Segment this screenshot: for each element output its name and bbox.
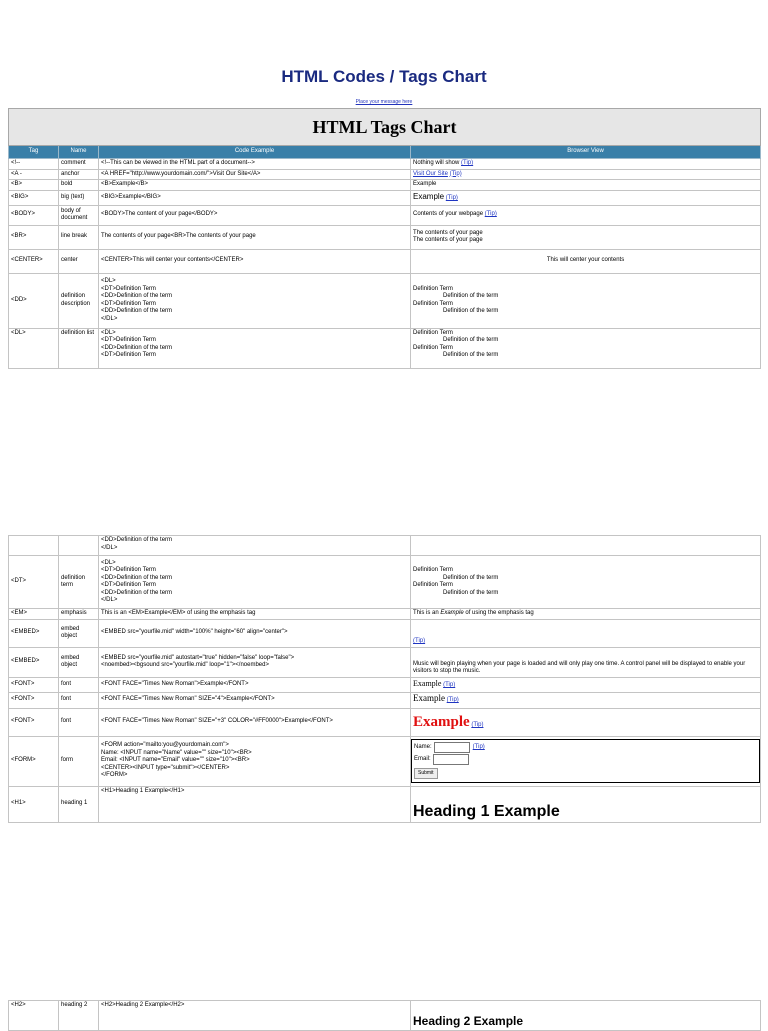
name-label: Name: xyxy=(414,744,432,750)
emphasis-example: Example xyxy=(440,610,464,616)
tag-cell: <FONT> xyxy=(9,692,59,708)
table-row xyxy=(9,190,761,205)
tag-cell: <FONT> xyxy=(9,708,59,736)
view-text: of using the emphasis tag xyxy=(463,610,534,616)
table-row xyxy=(9,169,761,180)
definition-term: Definition Term xyxy=(413,567,453,573)
view-cell xyxy=(411,677,761,692)
code-cell: <BIG>Example</BIG> xyxy=(99,190,411,205)
table-row xyxy=(9,692,761,708)
name-cell: font xyxy=(59,708,99,736)
name-cell: heading 1 xyxy=(59,786,99,822)
name-cell: font xyxy=(59,692,99,708)
view-cell xyxy=(411,708,761,736)
definition-term: Definition Term xyxy=(413,285,453,292)
name-row xyxy=(414,742,757,754)
tip-link[interactable]: (Tip) xyxy=(446,697,459,704)
view-cell xyxy=(411,692,761,708)
code-cell: <DL> <DT>Definition Term <DD>Definition of the term <DT>Definition Term <DD>Definition of the term </DL> xyxy=(99,273,411,328)
view-cell xyxy=(411,180,761,191)
code-cell: <!--This can be viewed in the HTML part of a document--> xyxy=(99,159,411,170)
view-cell xyxy=(411,169,761,180)
view-cell xyxy=(411,556,761,609)
definition-description: Definition of the term xyxy=(443,574,499,581)
column-header-tag: Tag xyxy=(9,146,59,159)
tags-chart-table-3 xyxy=(8,1000,761,1031)
column-header-view: Browser View xyxy=(411,146,761,159)
name-cell: comment xyxy=(59,159,99,170)
view-cell xyxy=(411,786,761,822)
view-cell xyxy=(411,159,761,170)
table-row xyxy=(9,328,761,368)
name-cell: line break xyxy=(59,225,99,249)
name-cell: heading 2 xyxy=(59,1001,99,1031)
tags-chart-table-1 xyxy=(8,108,761,369)
view-text: This is an xyxy=(413,610,441,616)
tags-chart-table-2 xyxy=(8,535,761,823)
view-cell xyxy=(411,736,761,786)
code-cell: <CENTER>This will center your contents</CENTER> xyxy=(99,249,411,273)
tag-cell: <H1> xyxy=(9,786,59,822)
table-row xyxy=(9,225,761,249)
tag-cell: <FONT> xyxy=(9,677,59,692)
page-title: HTML Codes / Tags Chart xyxy=(281,67,487,86)
table-row xyxy=(9,619,761,647)
tag-cell: <EMBED> xyxy=(9,619,59,647)
table-row xyxy=(9,708,761,736)
tip-link[interactable]: (Tip) xyxy=(443,681,456,688)
code-cell: <EMBED src="yourfile.mid" width="100%" height="60" align="center"> xyxy=(99,619,411,647)
name-cell: body of document xyxy=(59,205,99,225)
tip-link[interactable]: (Tip) xyxy=(461,160,474,166)
table-row xyxy=(9,677,761,692)
table-row xyxy=(9,1001,761,1031)
tag-cell xyxy=(9,536,59,556)
code-cell: The contents of your page<BR>The contents of your page xyxy=(99,225,411,249)
big-example: Example xyxy=(413,191,445,201)
submit-button[interactable]: Submit xyxy=(414,768,438,780)
tag-cell: <DT> xyxy=(9,556,59,609)
column-header-code: Code Example xyxy=(99,146,411,159)
table-row xyxy=(9,647,761,677)
name-cell xyxy=(59,536,99,556)
code-cell: This is an <EM>Example</EM> of using the emphasis tag xyxy=(99,609,411,620)
name-cell: definition list xyxy=(59,328,99,368)
table-row xyxy=(9,536,761,556)
tip-link[interactable]: (Tip) xyxy=(413,638,426,644)
table-caption: HTML Tags Chart xyxy=(9,109,761,146)
code-cell: <BODY>The content of your page</BODY> xyxy=(99,205,411,225)
tag-cell: <FORM> xyxy=(9,736,59,786)
code-cell: <H1>Heading 1 Example</H1> xyxy=(99,786,411,822)
tag-cell: <DL> xyxy=(9,328,59,368)
view-cell xyxy=(411,273,761,328)
view-cell xyxy=(411,536,761,556)
definition-description: Definition of the term xyxy=(443,352,499,358)
code-cell: <FONT FACE="Times New Roman" SIZE="+3" COLOR="#FF0000">Example</FONT> xyxy=(99,708,411,736)
code-cell: <DL> <DT>Definition Term <DD>Definition of the term <DT>Definition Term xyxy=(99,328,411,368)
table-row xyxy=(9,609,761,620)
name-cell: definition description xyxy=(59,273,99,328)
table-row xyxy=(9,273,761,328)
definition-description: Definition of the term xyxy=(443,589,499,596)
view-cell: Music will begin playing when your page is loaded and will only play one time. A control panel will be displayed to enable your visitors to stop the music. xyxy=(411,647,761,677)
table-row xyxy=(9,205,761,225)
name-cell: bold xyxy=(59,180,99,191)
code-cell: <EMBED src="yourfile.mid" autostart="true" hidden="false" loop="false"> <noembed><bgsound src="yourfile.mid" loop="1"></noembed> xyxy=(99,647,411,677)
code-cell: <H2>Heading 2 Example</H2> xyxy=(99,1001,411,1031)
tag-cell: <EM> xyxy=(9,609,59,620)
definition-description: Definition of the term xyxy=(443,337,499,343)
font-example: Example xyxy=(413,693,445,704)
tip-link[interactable]: (Tip) xyxy=(484,211,497,218)
email-label: Email: xyxy=(414,756,431,762)
name-cell: embed object xyxy=(59,647,99,677)
tip-link[interactable]: (Tip) xyxy=(471,722,484,728)
definition-term: Definition Term xyxy=(413,300,453,307)
name-cell: form xyxy=(59,736,99,786)
definition-description: Definition of the term xyxy=(443,293,499,299)
view-cell xyxy=(411,205,761,225)
form-example xyxy=(411,739,760,784)
name-cell: big (text) xyxy=(59,190,99,205)
email-row xyxy=(414,754,757,766)
table-row xyxy=(9,159,761,170)
table-row xyxy=(9,249,761,273)
name-cell: embed object xyxy=(59,619,99,647)
view-cell: The contents of your page The contents of your page xyxy=(411,225,761,249)
definition-term: Definition Term xyxy=(413,582,453,588)
tag-cell: <BIG> xyxy=(9,190,59,205)
table-header-row xyxy=(9,146,761,159)
tag-cell: <BR> xyxy=(9,225,59,249)
heading-2-example: Heading 2 Example xyxy=(413,1014,524,1028)
visit-site-link[interactable]: Visit Our Site xyxy=(413,170,448,177)
name-cell: center xyxy=(59,249,99,273)
code-cell: <FORM action="mailto:you@yourdomain.com"> Name: <INPUT name="Name" value="" size="10"><BR> Email: <INPUT name="Email" value="" size="10"><BR> <CENTER><INPUT type="submit"></CENTER> </FORM> xyxy=(99,736,411,786)
tag-cell: <CENTER> xyxy=(9,249,59,273)
heading-1-example: Heading 1 Example xyxy=(413,802,560,820)
table-row xyxy=(9,180,761,191)
definition-description: Definition of the term xyxy=(443,308,499,314)
tag-cell: <A - xyxy=(9,169,59,180)
message-link[interactable]: Place your message here xyxy=(355,99,413,105)
tip-link[interactable]: (Tip) xyxy=(472,744,485,750)
name-cell: definition term xyxy=(59,556,99,609)
name-input[interactable] xyxy=(434,742,470,753)
name-cell: emphasis xyxy=(59,609,99,620)
tag-cell: <BODY> xyxy=(9,205,59,225)
code-cell: <DD>Definition of the term </DL> xyxy=(99,536,411,556)
name-cell: font xyxy=(59,677,99,692)
code-cell: <A HREF="http://www.yourdomain.com/">Visit Our Site</A> xyxy=(99,169,411,180)
code-cell: <B>Example</B> xyxy=(99,180,411,191)
view-cell xyxy=(411,190,761,205)
definition-term: Definition Term xyxy=(413,344,453,351)
view-text: Nothing will show xyxy=(413,160,460,166)
red-font-example: Example xyxy=(413,714,470,730)
view-cell xyxy=(411,328,761,368)
email-input[interactable] xyxy=(433,754,469,765)
code-cell: <DL> <DT>Definition Term <DD>Definition of the term <DT>Definition Term <DD>Definition of the term </DL> xyxy=(99,556,411,609)
view-cell xyxy=(411,619,761,647)
tag-cell: <!-- xyxy=(9,159,59,170)
bold-example: Example xyxy=(413,181,437,187)
code-cell: <FONT FACE="Times New Roman">Example</FONT> xyxy=(99,677,411,692)
tag-cell: <H2> xyxy=(9,1001,59,1031)
view-cell: This will center your contents xyxy=(411,249,761,273)
view-cell xyxy=(411,609,761,620)
tip-link[interactable]: (Tip) xyxy=(449,170,462,177)
table-row xyxy=(9,786,761,822)
view-cell xyxy=(411,1001,761,1031)
view-text: Contents of your webpage xyxy=(413,211,484,218)
tag-cell: <B> xyxy=(9,180,59,191)
tag-cell: <EMBED> xyxy=(9,647,59,677)
tip-link[interactable]: (Tip) xyxy=(445,194,458,201)
column-header-name: Name xyxy=(59,146,99,159)
code-cell: <FONT FACE="Times New Roman" SIZE="4">Example</FONT> xyxy=(99,692,411,708)
font-example: Example xyxy=(413,678,442,688)
tag-cell: <DD> xyxy=(9,273,59,328)
name-cell: anchor xyxy=(59,169,99,180)
definition-term: Definition Term xyxy=(413,329,453,336)
table-row xyxy=(9,736,761,786)
table-row xyxy=(9,556,761,609)
